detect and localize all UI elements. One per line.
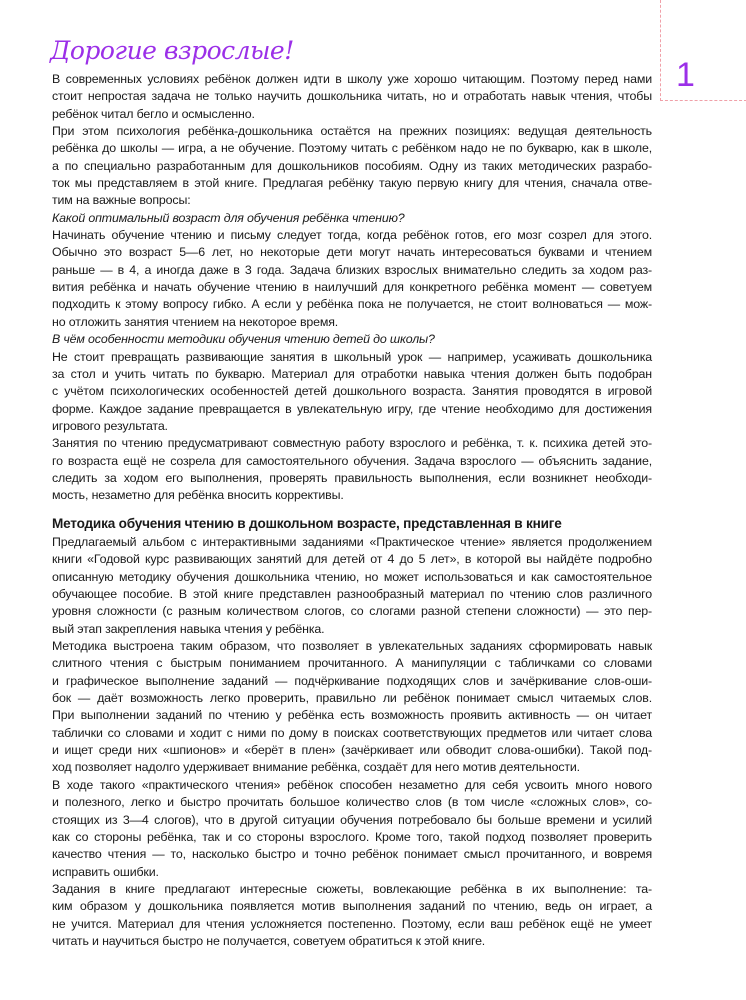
text-line: В чём особенности методики обучения чтению детей до школы? <box>52 332 435 347</box>
text-line: В ходе такого «практического чтения» ребёнок способен незаметно для себя усвоить много нового <box>52 777 652 792</box>
text-line: обучающее пособие. В этой книге представлен разнообразный материал по чтению слов различного <box>52 587 652 602</box>
text-line: Занятия по чтению предусматривают совместную работу взрослого и ребёнка, т. к. психика детей это- <box>52 436 652 451</box>
text-line: раньше — в 4, а иногда даже в 3 года. Задача близких взрослых внимательно следить за ходом раз- <box>52 262 652 277</box>
text-line: Методика выстроена таким образом, что позволяет в увлекательных заданиях сформировать навык <box>52 639 652 654</box>
text-line: Какой оптимальный возраст для обучения ребёнка чтению? <box>52 210 405 225</box>
text-line: читать и научиться быстро не получается, советуем обратиться к этой книге. <box>52 933 486 948</box>
page-title: Дорогие взрослые! <box>50 36 294 65</box>
section-method <box>52 514 652 950</box>
text-line: ребёнок читал бегло и осмысленно. <box>52 106 255 121</box>
text-line: а по специально разработанным для дошкольников пособиям. Одну из таких методических разрабо- <box>52 158 652 173</box>
text-line: Предлагаемый альбом с интерактивными заданиями «Практическое чтение» является продолжением <box>52 535 652 549</box>
text-line: Не стоит превращать развивающие занятия в школьный урок — например, усаживать дошкольника <box>52 349 652 364</box>
paragraph <box>52 435 652 504</box>
paragraph <box>52 638 652 777</box>
text-line: Задания в книге предлагают интересные сюжеты, вовлекающие ребёнка в их выполнение: та- <box>52 881 652 896</box>
paragraph <box>52 227 652 331</box>
text-line: ток мы представляем в этой книге. Предлагая ребёнку такую первую книгу для чтения, сначала отве- <box>52 176 652 191</box>
text-line: описанную методику обучения дошкольника чтению, но может использоваться и как самостоятельное <box>52 569 652 584</box>
text-line: подходить к этому вопросу гибко. А если у ребёнка пока не получается, не стоит волноваться — мож- <box>52 297 652 312</box>
text-line: как со стороны ребёнка, так и со стороны взрослого. Кроме того, такой подход позволяет проверить <box>52 829 652 844</box>
text-line: качество чтения — то, насколько быстро и точно ребёнок понимает смысл прочитанного, и вовремя <box>52 847 652 862</box>
text-line: не учится. Материал для чтения усложняется постепенно. Поэтому, если ваш ребёнок ещё не умеет <box>52 916 652 931</box>
text-line: В современных условиях ребёнок должен идти в школу уже хорошо читающим. Поэтому перед нами <box>52 72 652 86</box>
section-method-body <box>52 534 652 950</box>
text-line: бок — даёт возможность легко проверить, правильно ли ребёнок понимает смысл читаемых слов. <box>52 691 652 706</box>
text-line: ход позволяет надолго удерживает внимание ребёнка, создаёт для него мотив деятельности. <box>52 760 580 775</box>
text-line: и полезного, легко и быстро прочитать большое количество слов (в том числе «сложных слов», со- <box>52 795 652 810</box>
text-line: уровня сложности (с разным количеством слогов, со слогами разной степени сложности) — это пер- <box>52 604 652 619</box>
text-line: стоящих из 3—4 слогов), что в другой ситуации обучения потребовало бы больше времени и усилий <box>52 812 652 827</box>
paragraph <box>52 123 652 210</box>
text-line: за стол и учить читать по букварю. Материал для отработки навыка чтения должен быть подобран <box>52 366 652 381</box>
section-heading: Методика обучения чтению в дошкольном возрасте, представленная в книге <box>52 516 562 531</box>
text-line: таблички со словами и ходит с ними по дому в поисках соответствующих предметов или читает слова <box>52 725 652 740</box>
text-line: книги «Годовой курс развивающих занятий для детей от 4 до 5 лет», в которой вы найдёте подробно <box>52 552 652 567</box>
paragraph <box>52 777 652 881</box>
text-line: следить за ходом его выполнения, проверять правильность выполнения, если возникнет необходи- <box>52 470 652 485</box>
section-intro <box>52 71 652 505</box>
text-line: При этом психология ребёнка-дошкольника остаётся на прежних позициях: ведущая деятельность <box>52 124 652 139</box>
text-line: Начинать обучение чтению и письму следует тогда, когда ребёнок готов, его мозг созрел для этого. <box>52 228 652 243</box>
text-line: но отложить занятия чтением на некоторое время. <box>52 314 339 329</box>
question-heading <box>52 210 652 227</box>
page-corner-border <box>660 0 746 101</box>
text-line: вития ребёнка и начать обучение чтению в наилучший для конкретного ребёнка момент — советуем <box>52 280 652 295</box>
text-line: слитного чтения с быстрым пониманием прочитанного. А манипуляции с табличками со словами <box>52 656 652 671</box>
text-line: При выполнении заданий по чтению у ребёнка есть возможность проявить активность — он читает <box>52 708 652 723</box>
page-number: 1 <box>676 56 695 94</box>
text-line: и ищет среди них «шпионов» и «берёт в плен» (зачёркивает или обводит слова-ошибки). Такой под- <box>52 743 652 758</box>
text-line: ребёнка до школы — игра, а не обучение. Поэтому читать с ребёнком надо не по букварю, как в школе, <box>52 141 652 156</box>
text-line: стоит непростая задача не только научить дошкольника читать, но и отработать навык чтения, чтобы <box>52 89 652 104</box>
text-line: мость, незаметно для ребёнка вносить коррективы. <box>52 488 344 503</box>
text-line: форме. Каждое задание превращается в увлекательную игру, где чтение необходимо для достижения <box>52 401 652 416</box>
text-line: вый этап закрепления навыка чтения у ребёнка. <box>52 621 325 636</box>
text-line: с учётом психологических особенностей детей дошкольного возраста. Занятия проводятся в игровой <box>52 384 652 399</box>
text-line: тим на важные вопросы: <box>52 193 191 208</box>
text-line: исправить ошибки. <box>52 864 159 879</box>
paragraph <box>52 534 652 638</box>
text-line: го возраста ещё не созрела для самостоятельного обучения. Задача взрослого — объяснить задание, <box>52 453 652 468</box>
text-line: игрового результата. <box>52 418 168 433</box>
text-line: и графическое выполнение заданий — подчёркивание подходящих слов и зачёркивание слов-оши- <box>52 673 652 688</box>
text-line: ким образом у дошкольника появляется мотив выполнения заданий по чтению, ведь он играет, а <box>52 899 652 914</box>
text-line: Обычно это возраст 5—6 лет, но некоторые дети могут начать интересоваться буквами и чтением <box>52 245 652 260</box>
paragraph <box>52 349 652 436</box>
question-heading <box>52 331 652 348</box>
paragraph <box>52 71 652 123</box>
paragraph <box>52 881 652 950</box>
